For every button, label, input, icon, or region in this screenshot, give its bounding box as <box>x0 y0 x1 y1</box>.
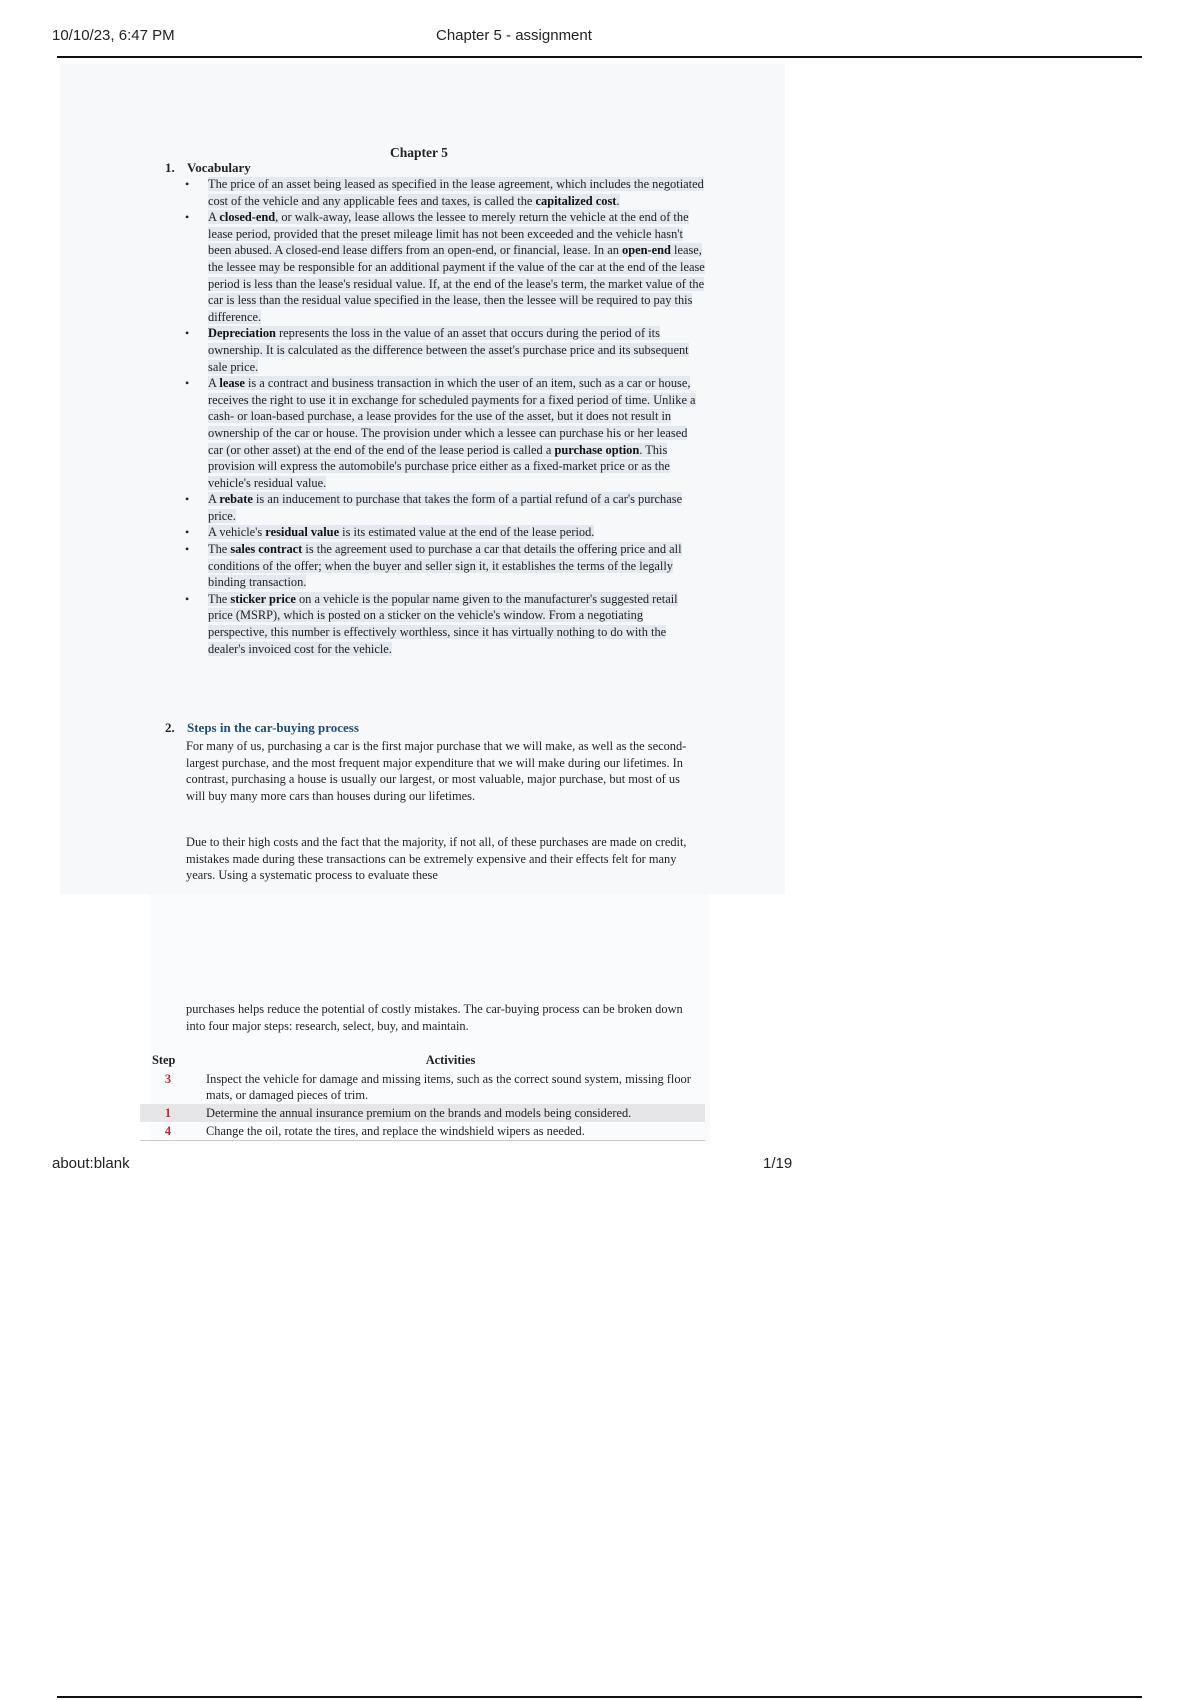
chapter-title: Chapter 5 <box>390 145 448 160</box>
print-header-datetime: 10/10/23, 6:47 PM <box>52 27 175 44</box>
vocabulary-term: sticker price <box>230 591 296 606</box>
highlighted-text <box>208 177 704 208</box>
definition-text: The <box>208 591 231 606</box>
paragraph: purchases helps reduce the potential of costly mistakes. The car-buying process can be broken down into four major steps: research, select, buy, and maintain. <box>186 1002 683 1033</box>
table-row <box>140 1104 705 1122</box>
vocabulary-list <box>185 176 705 657</box>
step-number: 3 <box>164 1072 172 1086</box>
section-number: 1. <box>165 160 175 175</box>
section-title-steps: Steps in the car-buying process <box>187 720 359 735</box>
steps-table <box>140 1050 705 1141</box>
vocabulary-term: lease <box>219 376 245 391</box>
section-number: 2. <box>165 720 175 735</box>
paragraph: Due to their high costs and the fact that the majority, if not all, of these purchases are made on credit, mistakes made during these transactions can be extremely expensive and their effects felt for many years. Using a systematic process to evaluate these <box>186 835 687 883</box>
vocabulary-item <box>185 176 705 209</box>
vocabulary-term: residual value <box>265 525 340 540</box>
step-activity: Change the oil, rotate the tires, and replace the windshield wipers as needed. <box>196 1122 705 1141</box>
step-activity: Determine the annual insurance premium on the brands and models being considered. <box>196 1104 705 1122</box>
step-number: 1 <box>140 1104 196 1122</box>
vocabulary-term: open-end <box>622 243 671 258</box>
highlighted-text <box>208 592 678 656</box>
section-title-vocabulary: Vocabulary <box>187 160 251 175</box>
vocabulary-item <box>185 375 705 491</box>
vocabulary-item <box>185 524 705 541</box>
column-header-activities: Activities <box>425 1053 476 1067</box>
table-header-row <box>140 1050 705 1070</box>
header-rule <box>57 56 1142 58</box>
vocabulary-term: capitalized cost <box>535 193 617 208</box>
column-header-step: Step <box>152 1053 176 1067</box>
definition-text: . This provision will express the automobile's purchase price either as a fixed-market price or as the vehicle's residual value. <box>208 442 670 490</box>
table-row <box>140 1070 705 1104</box>
highlighted-text <box>208 542 682 589</box>
definition-text: A <box>208 492 220 507</box>
step-number: 4 <box>140 1122 196 1141</box>
highlighted-text <box>208 525 594 539</box>
definition-text: A <box>208 376 220 391</box>
highlighted-text <box>208 210 705 324</box>
highlighted-text <box>208 376 696 490</box>
vocabulary-term: purchase option <box>554 442 640 457</box>
vocabulary-term: sales contract <box>230 542 303 557</box>
definition-text: The price of an asset being leased as specified in the lease agreement, which includes the negotiated cost of the vehicle and any applicable fees and taxes, is called the <box>208 177 704 208</box>
vocabulary-item <box>185 591 705 657</box>
definition-text: . <box>616 193 620 208</box>
definition-text: is an inducement to purchase that takes the form of a partial refund of a car's purchase price. <box>208 492 683 523</box>
vocabulary-item <box>185 325 705 375</box>
definition-text: is the agreement used to purchase a car that details the offering price and all conditions of the offer; when the buyer and seller sign it, it establishes the terms of the legally binding transaction. <box>208 542 682 590</box>
definition-text: A <box>208 210 220 225</box>
definition-text: A vehicle's <box>208 525 266 540</box>
vocabulary-term: rebate <box>219 492 253 507</box>
definition-text: represents the loss in the value of an asset that occurs during the period of its ownership. It is calculated as the difference between the asset's purchase price and its subsequent sale price. <box>208 326 689 374</box>
definition-text: lease, the lessee may be responsible for an additional payment if the value of the car at the end of the lease period is less than the lease's residual value. If, at the end of the lease's term, the market value of the car is less than the residual value specified in the lease, then the lessee will be required to pay this difference. <box>208 243 705 324</box>
step-activity: Inspect the vehicle for damage and missing items, such as the correct sound system, missing floor mats, or damaged pieces of trim. <box>206 1072 691 1102</box>
print-footer-page-number: 1/19 <box>763 1155 793 1172</box>
vocabulary-item <box>185 209 705 325</box>
highlighted-text <box>208 326 689 373</box>
vocabulary-item <box>185 541 705 591</box>
vocabulary-term: Depreciation <box>208 326 276 341</box>
paragraph: For many of us, purchasing a car is the first major purchase that we will make, as well as the second-largest purchase, and the most frequent major expenditure that we will make during our lifetimes. In contrast, purchasing a house is usually our largest, or most valuable, major purchase, but most of us will buy many more cars than houses during our lifetimes. <box>186 739 687 803</box>
print-header-title: Chapter 5 - assignment <box>436 27 592 44</box>
table-row <box>140 1122 705 1141</box>
definition-text: is a contract and business transaction in which the user of an item, such as a car or house, receives the right to use it in exchange for scheduled payments for a fixed period of time. Unlike a cash- or loan-based purchase, a lease provides for the use of the asset, but it does not result in ownership of the car or house. The provision under which a lessee can purchase his or her leased car (or other asset) at the end of the end of the lease period is called a <box>208 376 696 457</box>
definition-text: is its estimated value at the end of the lease period. <box>339 525 595 540</box>
vocabulary-item <box>185 491 705 524</box>
vocabulary-term: closed-end <box>219 210 276 225</box>
print-footer-url: about:blank <box>52 1155 130 1172</box>
bottom-rule <box>57 1696 1142 1698</box>
definition-text: on a vehicle is the popular name given to the manufacturer's suggested retail price (MSRP), which is posted on a sticker on the vehicle's window. From a negotiating perspective, this number is effectively worthless, since it has virtually nothing to do with the dealer's invoiced cost for the vehicle. <box>208 591 678 656</box>
highlighted-text <box>208 492 682 523</box>
definition-text: , or walk-away, lease allows the lessee to merely return the vehicle at the end of the lease period, provided that the preset mileage limit has not been exceeded and the vehicle hasn't been abused. A closed-end lease differs from an open-end, or financial, lease. In an <box>208 210 689 258</box>
definition-text: The <box>208 542 231 557</box>
